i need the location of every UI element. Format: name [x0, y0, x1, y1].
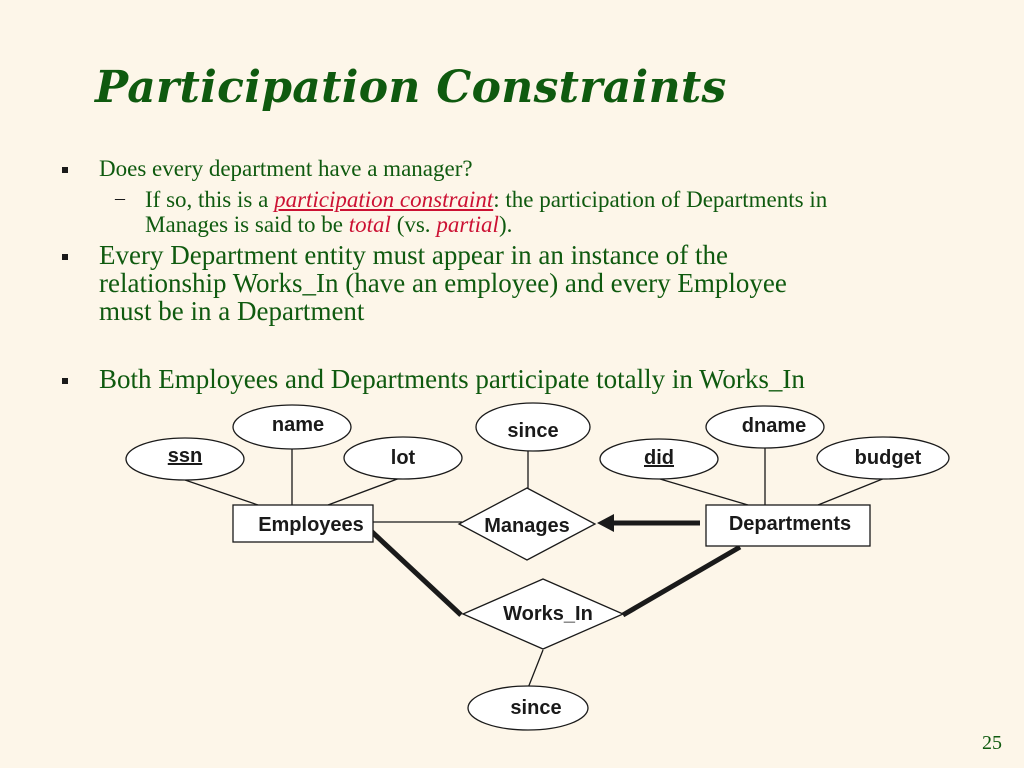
edge-ssn-employees: [185, 480, 258, 505]
sub-bullet-prefix: If so, this is a: [145, 187, 275, 212]
participation-constraint-term: participation constraint: [274, 187, 494, 212]
bullet-2-line-1: Every Department entity must appear in an instance of the: [99, 240, 729, 270]
edge-since-works-in: [528, 650, 543, 688]
sub-bullet-line2-prefix: Manages is said to be: [145, 212, 349, 237]
edge-departments-works-in-total: [623, 547, 740, 615]
key-constraint-arrowhead: [597, 514, 614, 532]
slide-title: Participation Constraints: [95, 62, 727, 113]
attribute-did-label: did: [644, 447, 674, 469]
edge-budget-departments: [818, 478, 885, 505]
edge-did-departments: [660, 479, 748, 505]
edge-lot-employees: [328, 478, 400, 505]
entity-departments-label: Departments: [728, 513, 852, 535]
bullet-2-line-2: relationship Works_In (have an employee) and every Employee: [99, 268, 787, 298]
relationship-manages-label: Manages: [484, 515, 570, 537]
sub-bullet-mid: : the participation of Departments in: [493, 187, 828, 212]
page-number: 25: [982, 732, 1002, 754]
entity-employees-label: Employees: [258, 514, 364, 536]
bullet-3: Both Employees and Departments participate totally in Works_In: [99, 364, 805, 394]
attribute-since-works-in-label: since: [510, 697, 562, 719]
total-term: total: [348, 212, 391, 237]
bullet-1: Does every department have a manager?: [99, 156, 473, 181]
bullet-2-line-3: must be in a Department: [99, 296, 365, 326]
attribute-since-manages-label: since: [507, 420, 559, 442]
attribute-ssn-label: ssn: [167, 445, 203, 467]
edge-employees-works-in-total: [370, 530, 461, 615]
vs-open: (vs.: [390, 212, 437, 237]
attribute-dname-label: dname: [741, 415, 807, 437]
relationship-works-in-label: Works_In: [503, 603, 593, 625]
sub-bullet-close: ).: [498, 212, 513, 237]
attribute-budget-label: budget: [854, 447, 922, 469]
partial-term: partial: [436, 212, 499, 237]
attribute-name-label: name: [271, 414, 325, 436]
sub-bullet-marker: –: [115, 187, 125, 209]
attribute-lot-label: lot: [390, 447, 416, 469]
